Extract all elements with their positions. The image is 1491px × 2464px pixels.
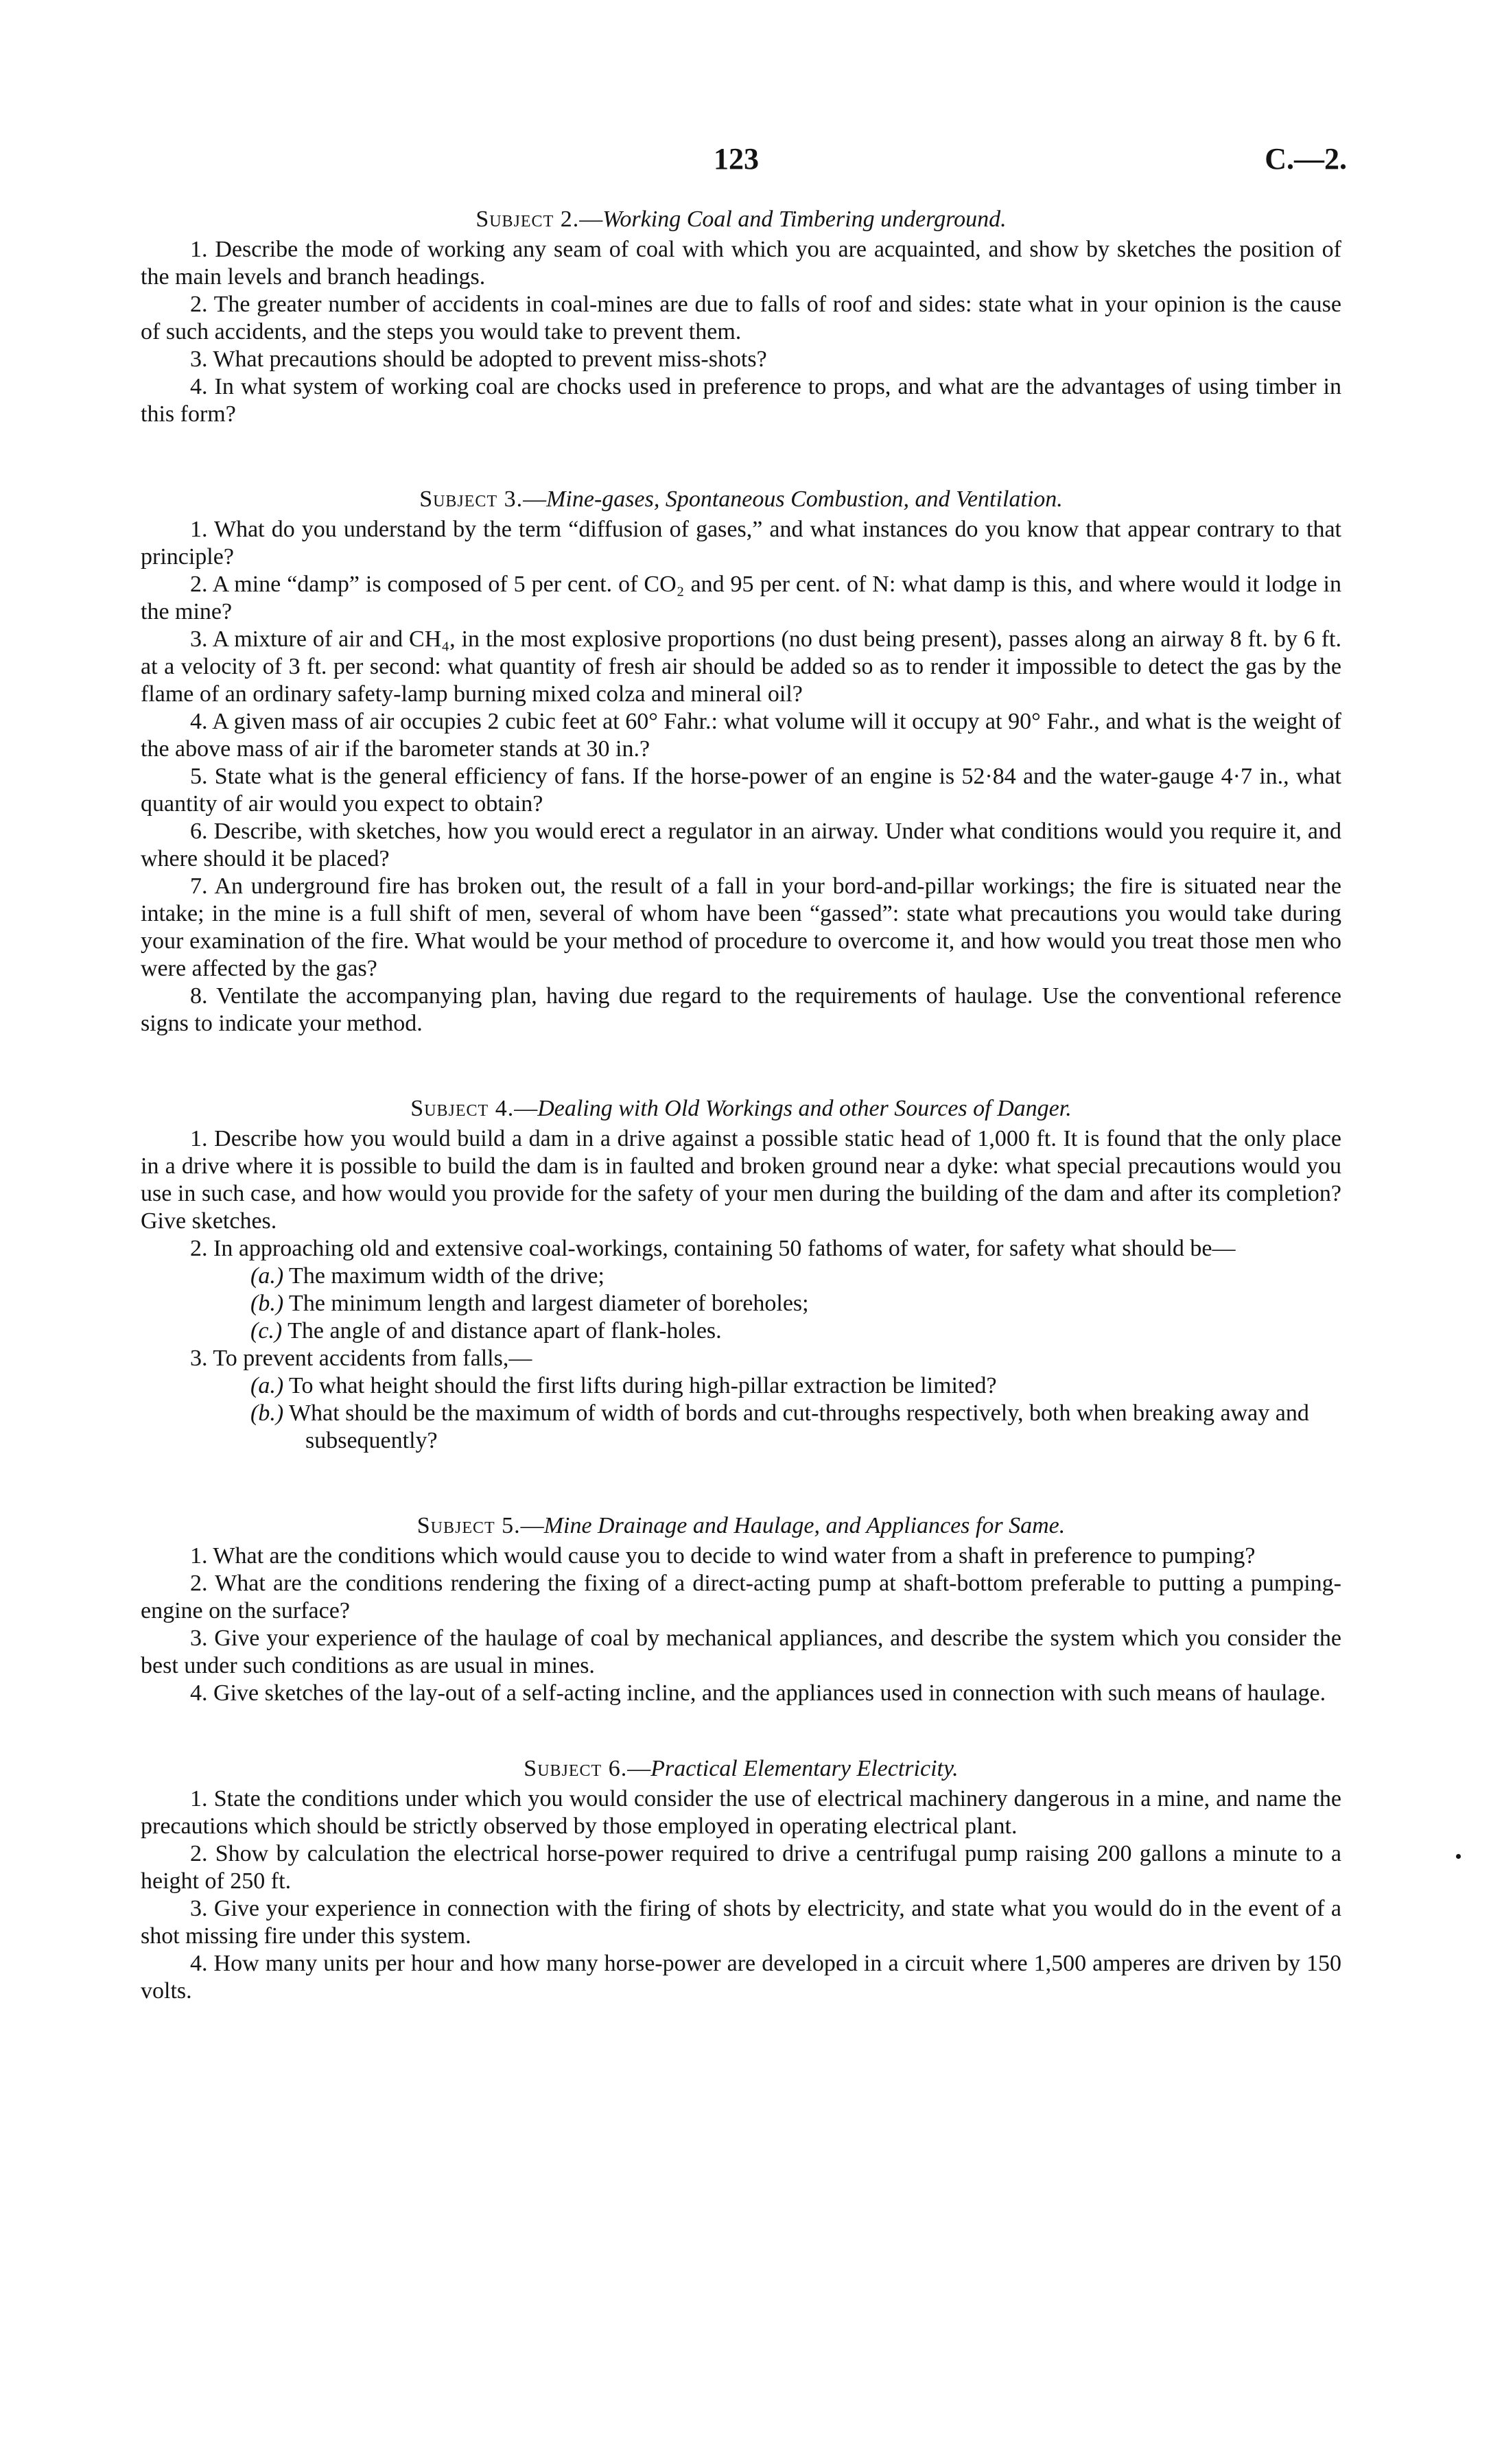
subject-4-section (141, 1095, 1341, 1455)
question: 2. A mine “damp” is composed of 5 per cent. of CO₂ and 95 per cent. of N: what damp is this, and where would it lodge in the mine? (141, 572, 1341, 624)
sub-question-text: To what height should the first lifts during high-pillar extraction be limited? (289, 1373, 997, 1398)
subject-6-heading: Subject 6.—Practical Elementary Electricity. (524, 1756, 959, 1781)
subject-label: Subject 4. (410, 1096, 515, 1121)
subject-3-heading: Subject 3.—Mine-gases, Spontaneous Combustion, and Ventilation. (419, 486, 1063, 512)
section-gap (141, 1037, 1341, 1095)
question: 4. A given mass of air occupies 2 cubic feet at 60° Fahr.: what volume will it occupy at 90° Fahr., and what is the weight of the above mass of air if the barometer stands at 30 in.? (141, 709, 1341, 762)
sub-question (250, 1263, 1341, 1290)
question: 2. In approaching old and extensive coal-workings, containing 50 fathoms of water, for safety what should be— (190, 1236, 1236, 1261)
question: 2. The greater number of accidents in coal-mines are due to falls of roof and sides: state what in your opinion is the cause of such accidents, and the steps you would take to prevent them. (141, 292, 1341, 344)
question: 5. State what is the general efficiency of fans. If the horse-power of an engine is 52·84 and the water-gauge 4·7 in., what quantity of air would you expect to obtain? (141, 764, 1341, 817)
subject-6-section (141, 1755, 1341, 2005)
question: 8. Ventilate the accompanying plan, having due regard to the requirements of haulage. Use the conventional reference signs to indicate your method. (141, 983, 1341, 1036)
subject-title: Practical Elementary Electricity. (650, 1756, 959, 1781)
question: 1. What are the conditions which would cause you to decide to wind water from a shaft in preference to pumping? (190, 1543, 1256, 1569)
question: 3. What precautions should be adopted to prevent miss-shots? (190, 347, 767, 372)
subject-title: Working Coal and Timbering underground. (602, 207, 1007, 232)
subject-label: Subject 2. (476, 207, 580, 232)
subject-title: Mine Drainage and Haulage, and Appliances for Same. (543, 1513, 1066, 1538)
question: 3. Give your experience in connection with the firing of shots by electricity, and state what you would do in the event of a shot missing fire under this system. (141, 1896, 1341, 1949)
section-gap (141, 428, 1341, 486)
sub-question-text: What should be the maximum of width of bords and cut-throughs respectively, both when breaking away and subsequently? (289, 1400, 1309, 1453)
page-number: 123 (714, 142, 759, 176)
sub-question (250, 1372, 1341, 1400)
subject-3-section (141, 486, 1341, 1037)
subject-title: Mine-gases, Spontaneous Combustion, and Ventilation. (546, 486, 1063, 512)
subject-4-heading: Subject 4.—Dealing with Old Workings and other Sources of Danger. (410, 1096, 1072, 1121)
subject-label: Subject 3. (419, 486, 524, 512)
question: 1. Describe the mode of working any seam of coal with which you are acquainted, and show by sketches the position of the main levels and branch headings. (141, 237, 1341, 290)
subject-2-heading: Subject 2.—Working Coal and Timbering underground. (476, 207, 1007, 232)
sub-question-marker: (b.) (250, 1400, 284, 1426)
question: 6. Describe, with sketches, how you would erect a regulator in an airway. Under what conditions would you require it, and where should it be placed? (141, 819, 1341, 871)
subject-2-section (141, 206, 1341, 428)
question: 3. Give your experience of the haulage of coal by mechanical appliances, and describe the system which you consider the best under such conditions as are usual in mines. (141, 1626, 1341, 1678)
sub-question-text: The angle of and distance apart of flank-holes. (287, 1318, 722, 1344)
question: 4. How many units per hour and how many horse-power are developed in a circuit where 1,500 amperes are driven by 150 volts. (141, 1951, 1341, 2004)
subject-5-heading: Subject 5.—Mine Drainage and Haulage, and Appliances for Same. (416, 1513, 1066, 1538)
subject-title: Dealing with Old Workings and other Sources of Danger. (537, 1096, 1072, 1121)
sub-question-marker: (a.) (250, 1263, 284, 1289)
sub-question-marker: (a.) (250, 1373, 284, 1398)
document-reference: C.—2. (1265, 142, 1347, 176)
section-gap (141, 1707, 1341, 1755)
sub-question (250, 1290, 1341, 1317)
question: 2. Show by calculation the electrical horse-power required to drive a centrifugal pump raising 200 gallons a minute to a height of 250 ft. (141, 1841, 1341, 1894)
question: 4. In what system of working coal are chocks used in preference to props, and what are the advantages of using timber in this form? (141, 374, 1341, 427)
sub-question-text: The maximum width of the drive; (289, 1263, 604, 1289)
question: 3. To prevent accidents from falls,— (190, 1346, 532, 1371)
sub-question-marker: (b.) (250, 1291, 284, 1316)
sub-question (250, 1317, 1341, 1345)
section-gap (141, 1455, 1341, 1512)
subject-label: Subject 6. (524, 1756, 628, 1781)
question: 2. What are the conditions rendering the fixing of a direct-acting pump at shaft-bottom preferable to putting a pumping-engine on the surface? (141, 1571, 1341, 1623)
sub-question-text: The minimum length and largest diameter of boreholes; (289, 1291, 809, 1316)
question: 4. Give sketches of the lay-out of a self-acting incline, and the appliances used in connection with such means of haulage. (190, 1680, 1326, 1706)
subject-label: Subject 5. (416, 1513, 521, 1538)
sub-question (250, 1400, 1341, 1455)
page-content (141, 206, 1341, 2005)
question: 1. Describe how you would build a dam in a drive against a possible static head of 1,000 ft. It is found that the only place in a drive where it is possible to build the dam is in faulted and broken ground near a dyke: what special precautions would you use in such case, and how would you provide for the safety of your men during the building of the dam and after its completion? Give sketches. (141, 1126, 1341, 1234)
question: 1. State the conditions under which you would consider the use of electrical machinery dangerous in a mine, and name the precautions which should be strictly observed by those employed in operating electrical plant. (141, 1786, 1341, 1839)
margin-speck (1456, 1854, 1461, 1859)
question: 7. An underground fire has broken out, the result of a fall in your bord-and-pillar workings; the fire is situated near the intake; in the mine is a full shift of men, several of whom have been “gassed”: state what precautions you would take during your examination of the fire. What would be your method of procedure to overcome it, and how would you treat those men who were affected by the gas? (141, 873, 1341, 981)
sub-question-marker: (c.) (250, 1318, 283, 1344)
question: 1. What do you understand by the term “diffusion of gases,” and what instances do you know that appear contrary to that principle? (141, 517, 1341, 570)
subject-5-section (141, 1512, 1341, 1707)
question: 3. A mixture of air and CH₄, in the most explosive proportions (no dust being present), passes along an airway 8 ft. by 6 ft. at a velocity of 3 ft. per second: what quantity of fresh air should be added so as to render it impossible to detect the gas by the flame of an ordinary safety-lamp burning mixed colza and mineral oil? (141, 626, 1341, 707)
